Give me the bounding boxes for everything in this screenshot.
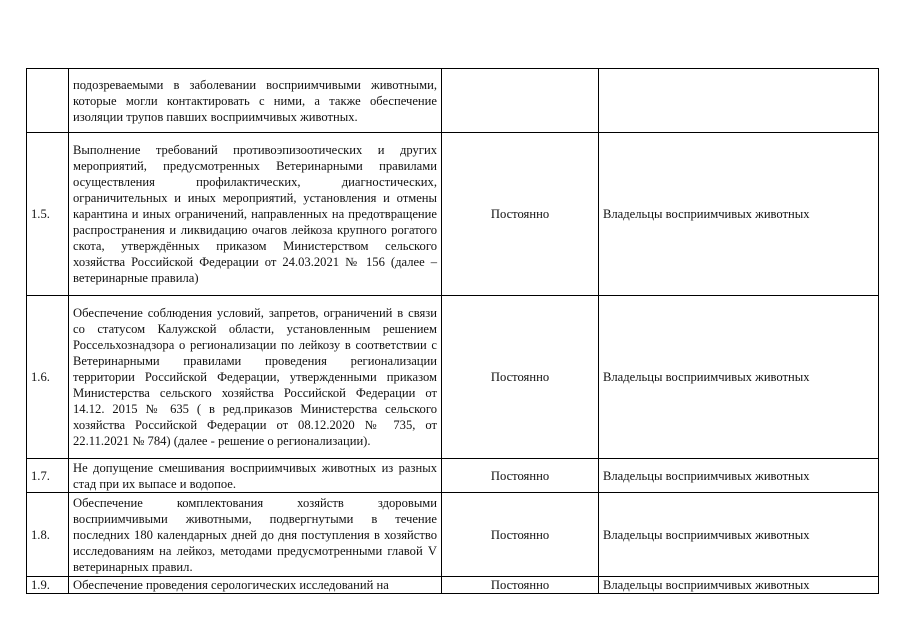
measure-term: Постоянно: [442, 459, 599, 493]
measure-description: Выполнение требований противоэпизоотических и других мероприятий, предусмотренных Ветеринарными правилами осуществления профилактических, диагностических, ограничительных и иных мероприятий, установления и отмены карантина и иных ограничений, направленных на предотвращение распространения и ликвидацию очагов лейкоза крупного рогатого скота, утверждённых приказом Министерством сельского хозяйства Российской Федерации от 24.03.2021 № 156 (далее – ветеринарные правила): [69, 133, 442, 296]
measure-executor: Владельцы восприимчивых животных: [599, 577, 879, 594]
row-number: 1.6.: [27, 296, 69, 459]
row-number: 1.5.: [27, 133, 69, 296]
measure-executor: Владельцы восприимчивых животных: [599, 296, 879, 459]
table-row: [27, 493, 879, 577]
row-number: [27, 69, 69, 133]
measure-term: Постоянно: [442, 577, 599, 594]
row-number: 1.8.: [27, 493, 69, 577]
measure-term: Постоянно: [442, 493, 599, 577]
measure-term: [442, 69, 599, 133]
measure-description: Обеспечение проведения серологических исследований на: [69, 577, 442, 594]
table-row: [27, 296, 879, 459]
table-row: [27, 577, 879, 594]
table-row: [27, 459, 879, 493]
measure-description: Обеспечение соблюдения условий, запретов, ограничений в связи со статусом Калужской области, установленным решением Россельхознадзора о регионализации по лейкозу в соответствии с Ветеринарными правилами проведения регионализации территории Российской Федерации, утвержденными приказом Министерства сельского хозяйства Российской Федерации от 14.12. 2015 № 635 ( в ред.приказов Министерства сельского хозяйства Российской Федерации от 08.12.2020 № 735, от 22.11.2021 № 784) (далее - решение о регионализации).: [69, 296, 442, 459]
measure-executor: Владельцы восприимчивых животных: [599, 493, 879, 577]
row-number: 1.7.: [27, 459, 69, 493]
measure-term: Постоянно: [442, 296, 599, 459]
measure-executor: Владельцы восприимчивых животных: [599, 133, 879, 296]
measures-table: [26, 68, 879, 594]
table-row: [27, 69, 879, 133]
measure-term: Постоянно: [442, 133, 599, 296]
table-row: [27, 133, 879, 296]
measure-description: Обеспечение комплектования хозяйств здоровыми восприимчивыми животными, подвергнутыми в течение последних 180 календарных дней до дня поступления в хозяйство исследованиям на лейкоз, методами предусмотренными главой V ветеринарных правил.: [69, 493, 442, 577]
row-number: 1.9.: [27, 577, 69, 594]
measure-executor: [599, 69, 879, 133]
measure-description: подозреваемыми в заболевании восприимчивыми животными, которые могли контактировать с ними, а также обеспечение изоляции трупов павших восприимчивых животных.: [69, 69, 442, 133]
measure-executor: Владельцы восприимчивых животных: [599, 459, 879, 493]
measure-description: Не допущение смешивания восприимчивых животных из разных стад при их выпасе и водопое.: [69, 459, 442, 493]
